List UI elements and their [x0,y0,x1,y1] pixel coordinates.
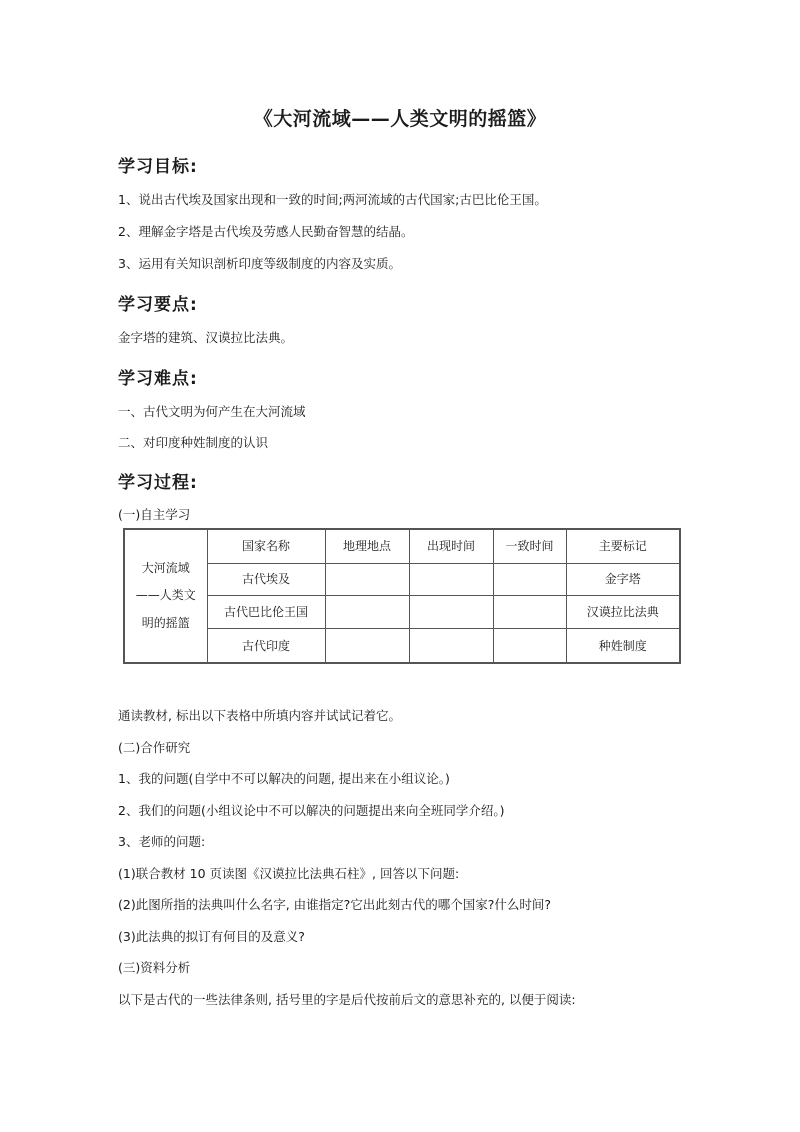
header-appearance-time: 出现时间 [409,529,493,563]
cell-appearance-time [409,596,493,629]
objective-item-2: 2、理解金字塔是古代埃及劳感人民勤奋智慧的结晶。 [118,224,414,239]
civilization-table [123,528,681,664]
teacher-question-3: (3)此法典的拟订有何目的及意义? [118,929,305,944]
document-title: 《大河流域——人类文明的摇篮》 [253,108,547,130]
cell-country: 古代印度 [207,629,325,663]
question-item-1: 1、我的问题(自学中不可以解决的问题, 提出来在小组议论。) [118,771,450,786]
teacher-question-1: (1)联合教材 10 页读图《汉谟拉比法典石柱》, 回答以下问题: [118,866,460,881]
table-row [124,563,680,596]
cell-country: 古代巴比伦王国 [207,596,325,629]
cell-unification-time [493,563,566,596]
cell-unification-time [493,629,566,663]
table-row [124,629,680,663]
objective-item-3: 3、运用有关知识剖析印度等级制度的内容及实质。 [118,256,401,271]
analysis-intro-text: 以下是古代的一些法律条则, 括号里的字是后代按前后文的意思补充的, 以便于阅读: [118,992,576,1007]
section-material-analysis: (三)资料分析 [118,960,191,975]
header-main-symbol: 主要标记 [566,529,680,563]
cell-appearance-time [409,563,493,596]
section-self-study: (一)自主学习 [118,507,191,522]
cell-location [325,629,409,663]
keypoints-text: 金字塔的建筑、汉谟拉比法典。 [118,330,294,345]
keypoints-heading: 学习要点: [118,295,198,315]
reading-instruction: 通读教材, 标出以下表格中所填内容并试试记着它。 [118,708,401,723]
cell-unification-time [493,596,566,629]
difficulties-heading: 学习难点: [118,369,198,389]
cell-country: 古代埃及 [207,563,325,596]
table-side-label: 大河流域 ——人类文 明的摇篮 [124,529,207,663]
teacher-question-2: (2)此图所指的法典叫什么名字, 由谁指定?它出此刻古代的哪个国家?什么时间? [118,897,552,912]
process-heading: 学习过程: [118,473,198,493]
cell-main-symbol: 汉谟拉比法典 [566,596,680,629]
cell-location [325,563,409,596]
header-country: 国家名称 [207,529,325,563]
table-header-row [124,529,680,563]
table-row [124,596,680,629]
cell-main-symbol: 种姓制度 [566,629,680,663]
objective-item-1: 1、说出古代埃及国家出现和一致的时间;两河流域的古代国家;古巴比伦王国。 [118,192,547,207]
question-item-2: 2、我们的问题(小组议论中不可以解决的问题提出来向全班同学介绍。) [118,803,505,818]
section-cooperative-study: (二)合作研究 [118,740,191,755]
cell-main-symbol: 金字塔 [566,563,680,596]
cell-location [325,596,409,629]
cell-appearance-time [409,629,493,663]
difficulty-item-1: 一、古代文明为何产生在大河流域 [118,404,306,419]
objectives-heading: 学习目标: [118,157,198,177]
header-location: 地理地点 [325,529,409,563]
header-unification-time: 一致时间 [493,529,566,563]
difficulty-item-2: 二、对印度种姓制度的认识 [118,435,269,450]
question-item-3: 3、老师的问题: [118,834,206,849]
